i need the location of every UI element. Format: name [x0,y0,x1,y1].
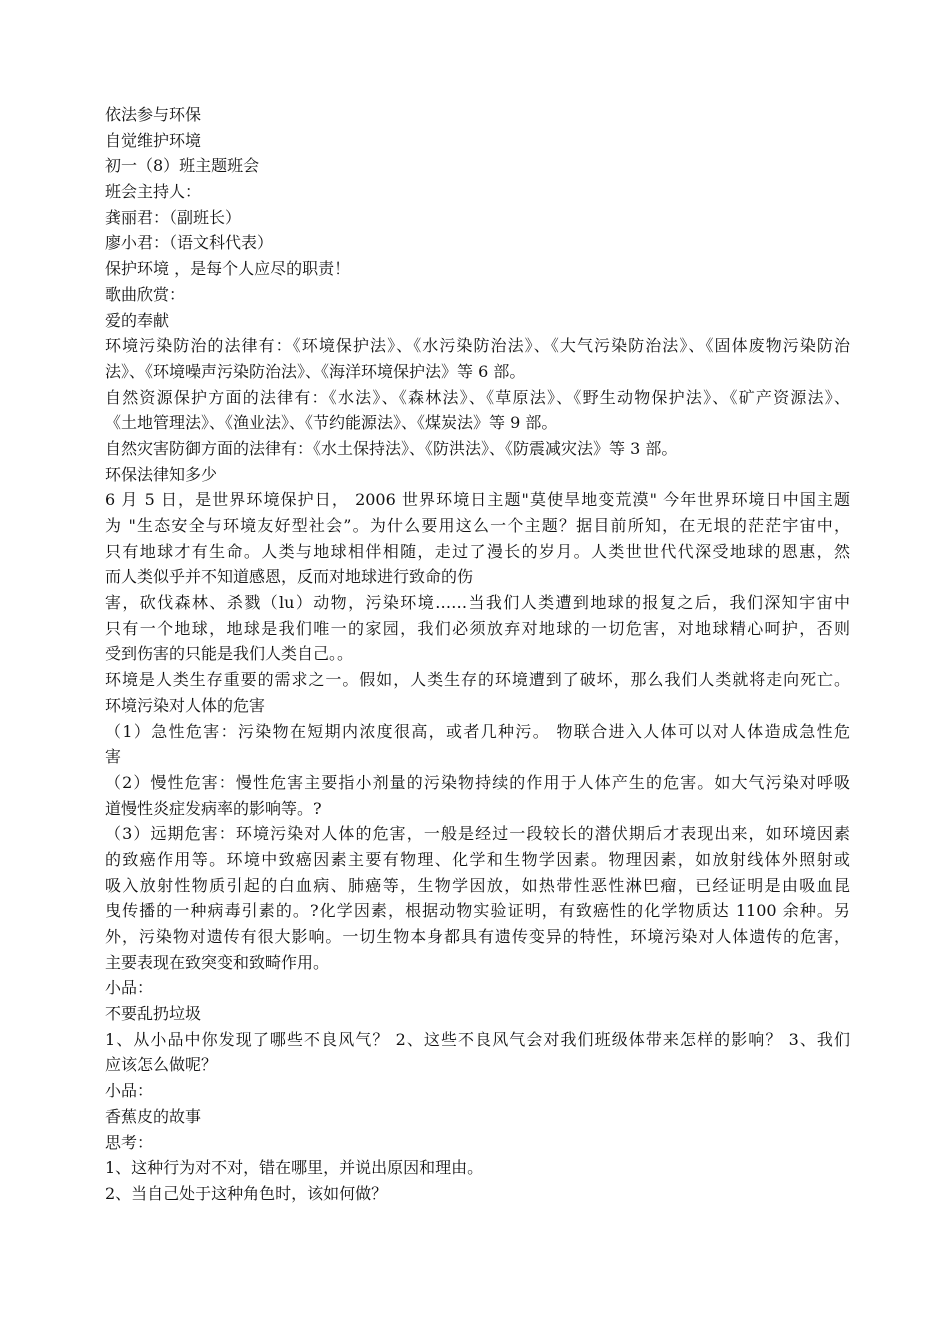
text-line: 而人类似乎并不知道感恩，反而对地球进行致命的伤 [105,567,474,587]
text-line: 自然资源保护方面的法律有：《水法》、《森林法》、《草原法》、《野生动物保护法》、《矿产资源法》、 [105,387,850,407]
text-line: 不要乱扔垃圾 [105,1004,202,1024]
text-line: 自然灾害防御方面的法律有：《水土保持法》、《防洪法》、《防震减灾法》等 3 部。 [105,438,678,458]
text-line: 吸入放射性物质引起的白血病、肺癌等，生物学因放，如热带性恶性淋巴瘤，已经证明是由吸血昆 [105,875,850,895]
text-line: 害，砍伐森林、杀戮（lu）动物，污染环境……当我们人类遭到地球的报复之后，我们深知宇宙中 [105,593,850,613]
text-line: 香蕉皮的故事 [105,1106,202,1126]
text-line: 为 "生态安全与环境友好型社会”。为什么要用这么一个主题？据目前所知，在无垠的茫茫宇宙中， [105,516,850,535]
text-line: 环保法律知多少 [105,464,218,484]
text-line: （2）慢性危害：慢性危害主要指小剂量的污染物持续的作用于人体产生的危害。如大气污染对呼吸 [105,772,850,792]
text-line: 1、这种行为对不对，错在哪里，并说出原因和理由。 [105,1158,484,1178]
text-line: 依法参与环保 [105,105,202,124]
text-line: 初一（8）班主题班会 [105,156,260,176]
text-line: （1）急性危害：污染物在短期内浓度很高，或者几种污。 物联合进入人体可以对人体造成急性危 [105,721,850,741]
text-line: 道慢性炎症发病率的影响等。? [105,798,322,818]
text-line: 《土地管理法》、《渔业法》、《节约能源法》、《煤炭法》等 9 部。 [105,413,558,433]
text-line: 班会主持人： [105,182,202,202]
text-line: 环境污染防治的法律有：《环境保护法》、《水污染防治法》、《大气污染防治法》、《固体废物污染防治 [105,336,850,356]
text-line: 主要表现在致突变和致畸作用。 [105,952,330,972]
text-line: 法》、《环境噪声污染防治法》、《海洋环境保护法》等 6 部。 [105,361,526,381]
text-line: 环境是人类生存重要的需求之一。假如，人类生存的环境遭到了破坏，那么我们人类就将走向死亡。 [105,670,850,690]
document-body [105,102,850,1207]
text-line: 保护环境 ，是每个人应尽的职责！ [105,259,351,279]
text-line: （3）远期危害：环境污染对人体的危害，一般是经过一段较长的潜伏期后才表现出来，如环境因素 [105,824,850,844]
text-line: 1、从小品中你发现了哪些不良风气？ 2、这些不良风气会对我们班级体带来怎样的影响？ 3、我们 [105,1029,850,1049]
text-line: 小品： [105,1081,154,1101]
text-line: 自觉维护环境 [105,130,202,150]
text-line: 曳传播的一种病毒引素的。?化学因素，根据动物实验证明，有致癌性的化学物质达 1100 余种。另 [105,901,850,921]
text-line: 歌曲欣赏： [105,284,186,304]
text-line: 廖小君：（语文科代表） [105,233,274,253]
text-line: 受到伤害的只能是我们人类自己。。 [105,644,354,664]
text-line: 思考： [105,1132,154,1152]
text-line: 只有一个地球，地球是我们唯一的家园，我们必须放弃对地球的一切危害，对地球精心呵护，否则 [105,618,850,638]
text-line: 的致癌作用等。环境中致癌因素主要有物理、化学和生物学因素。物理因素，如放射线体外照射或 [105,849,850,869]
text-line: 龚丽君：（副班长） [105,207,242,227]
text-line: 爱的奉献 [105,310,170,330]
text-line: 2、当自己处于这种角色时，该如何做？ [105,1183,388,1203]
text-line: 应该怎么做呢？ [105,1055,218,1075]
text-line: 小品： [105,978,154,998]
text-line: 外，污染物对遗传有很大影响。一切生物本身都具有遗传变异的特性，环境污染对人体遗传的危害， [105,927,850,946]
text-line: 只有地球才有生命。人类与地球相伴相随，走过了漫长的岁月。人类世世代代深受地球的恩惠，然 [105,541,850,561]
text-line: 6 月 5 日，是世界环境保护日， 2006 世界环境日主题"莫使旱地变荒漠" 今年世界环境日中国主题 [105,490,850,510]
text-line: 环境污染对人体的危害 [105,695,266,715]
text-line: 害 [105,747,122,767]
